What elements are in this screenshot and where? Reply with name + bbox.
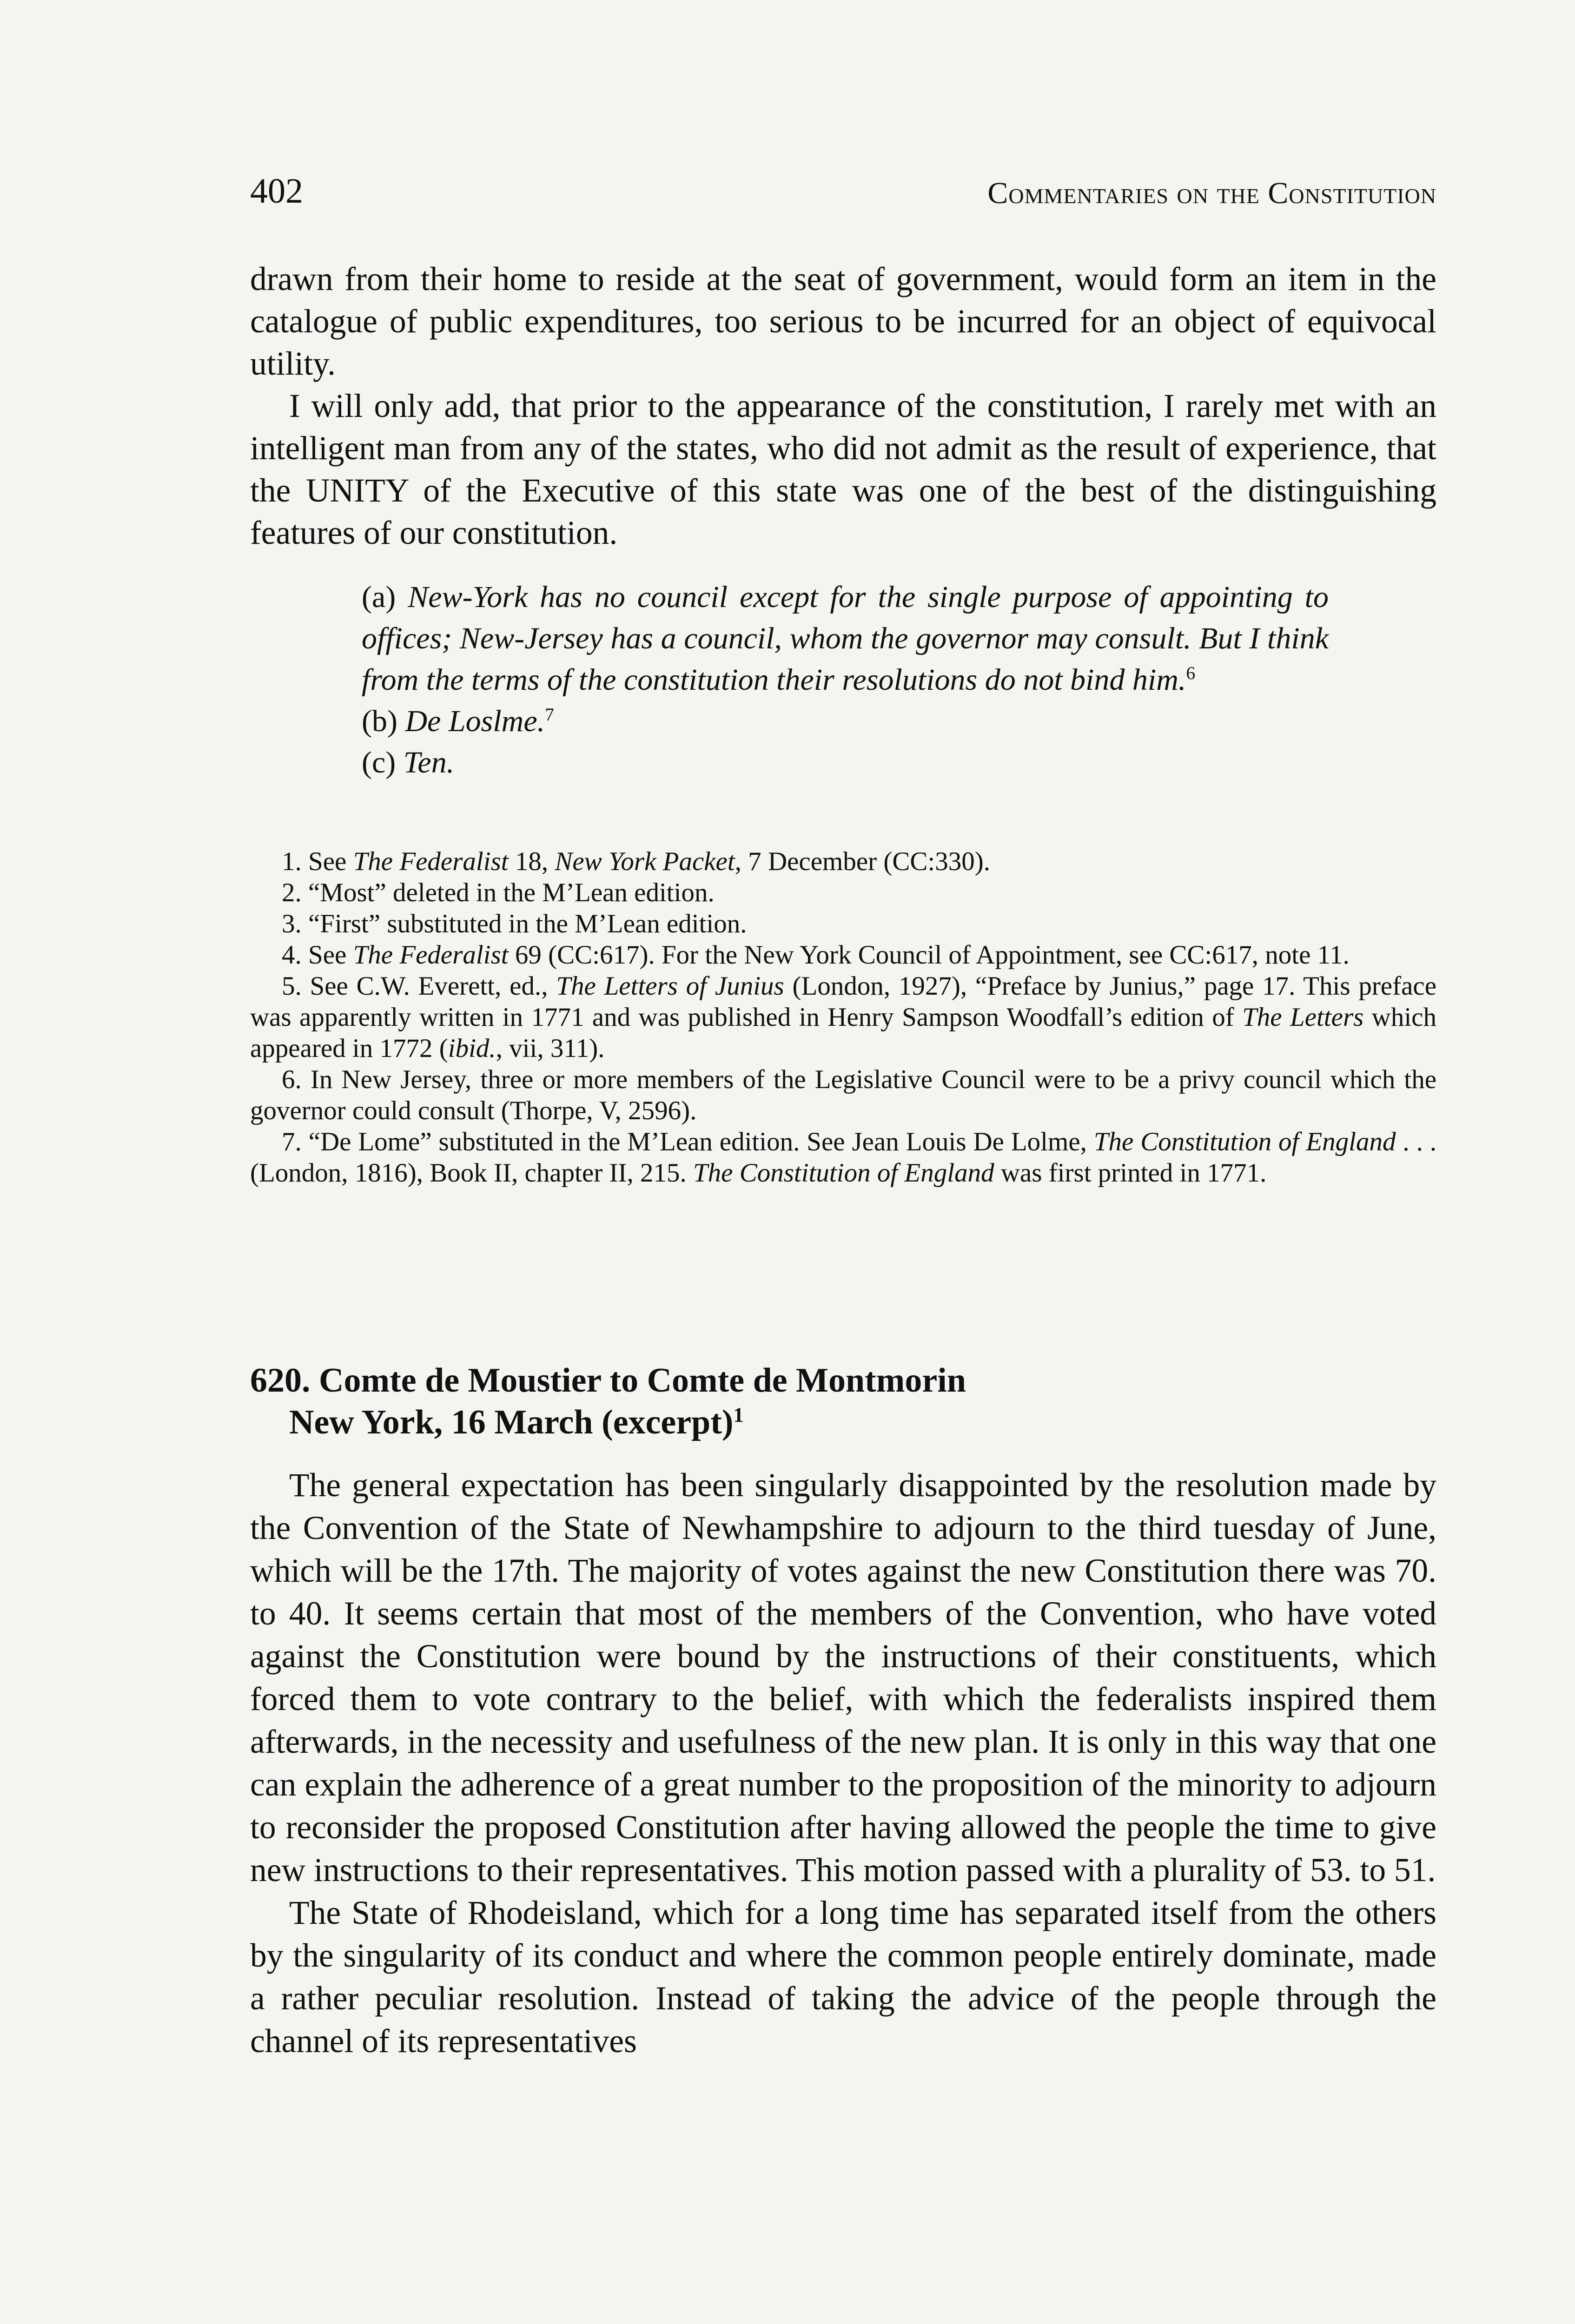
footnote-title: New York Packet (555, 847, 735, 876)
footnote-text: , vii, 311). (496, 1034, 605, 1063)
footnote-5 (250, 971, 1436, 1064)
footnote-title: The Constitution of England (1093, 1127, 1396, 1156)
document-paragraph-2: The State of Rhodeisland, which for a long time has separated itself from the others by the singularity of its conduct and where the common people entirely dominate, made a rather peculiar resolution. Instead of taking the advice of the people through the channel of its representatives (250, 1895, 1436, 2060)
footnote-text: . . . (London, 1816), Book II, chapter II, 215. (250, 1127, 1437, 1188)
footnote-ibid: ibid. (448, 1034, 496, 1063)
footnote-ref: 1 (733, 1403, 744, 1426)
document-paragraph-1: The general expectation has been singularly disappointed by the resolution made by the Convention of the State of Newhampshire to adjourn to the third tuesday of June, which will be the 17th. The majority of votes against the new Constitution there was 70. to 40. It seems certain that most of the members of the Convention, who have voted against the Constitution were bound by the instructions of their constituents, which forced them to vote contrary to the belief, with which the federalists inspired them afterwards, in the necessity and usefulness of the new plan. It is only in this way that one can explain the adherence of a great number to the proposition of the minority to adjourn to reconsider the proposed Constitution after having allowed the people the time to give new instructions to their representatives. This motion passed with a plurality of 53. to 51. (250, 1467, 1436, 1888)
footnote-title: The Letters (1242, 1003, 1364, 1032)
footnote-text: 5. See C.W. Everett, ed., (282, 971, 556, 1001)
footnote-ref: 6 (1186, 663, 1196, 683)
footnote-title: The Letters of Junius (556, 971, 784, 1001)
footnote-text: 1. See (282, 847, 353, 876)
page-header (250, 171, 1436, 222)
continuation-paragraph-2: I will only add, that prior to the appearance of the constitution, I rarely met with an intelligent man from any of the states, who did not admit as the result of experience, that the UNITY of the Executive of this state was one of the best of the distinguishing features of our constitution. (250, 388, 1436, 551)
footnote-text: 69 (CC:617). For the New York Council of Appointment, see CC:617, note 11. (508, 940, 1350, 970)
footnote-text: 4. See (282, 940, 353, 970)
editorial-footnotes (250, 846, 1436, 1188)
footnote-text: was first printed in 1771. (994, 1158, 1267, 1188)
author-note-a (362, 576, 1329, 700)
document-title: 620. Comte de Moustier to Comte de Montmorin (250, 1361, 966, 1400)
note-label: (c) (362, 746, 396, 779)
footnote-3: 3. “First” substituted in the M’Lean edition. (282, 909, 747, 938)
footnote-1 (250, 846, 1436, 877)
footnote-ref: 7 (545, 704, 554, 725)
note-text: New-York has no council except for the single purpose of appointing to offices; New-Jersey has a council, whom the governor may consult. But I think from the terms of the constitution their resolutions do not bind him. (362, 580, 1329, 697)
footnote-text: (London, 1927), “Preface by Junius,” page 17. This preface was apparently written in 1771 and was published in Henry Sampson Woodfall’s edition of (250, 971, 1436, 1032)
footnote-title: The Constitution of England (693, 1158, 994, 1188)
running-head: Commentaries on the Constitution (987, 176, 1436, 210)
footnote-title: The Federalist (353, 940, 509, 970)
note-text: Ten. (403, 746, 455, 779)
note-text: De Loslme. (405, 704, 545, 738)
note-label: (b) (362, 704, 397, 738)
author-note-b (362, 700, 1329, 742)
footnote-text: , 7 December (CC:330). (735, 847, 990, 876)
document-dateline: New York, 16 March (excerpt) (289, 1403, 734, 1441)
author-note-c (362, 742, 1329, 783)
footnote-7 (250, 1126, 1436, 1188)
footnote-text: 18, (508, 847, 555, 876)
note-label: (a) (362, 580, 396, 614)
continuation-paragraph-1: drawn from their home to reside at the seat of government, would form an item in the catalogue of public expenditures, too serious to be incurred for an object of equivocal utility. (250, 261, 1436, 382)
document-body (250, 1464, 1436, 2063)
continuation-text (250, 258, 1436, 554)
author-notes (362, 576, 1329, 783)
footnote-6: 6. In New Jersey, three or more members of the Legislative Council were to be a privy council which the governor could consult (Thorpe, V, 2596). (250, 1065, 1436, 1125)
footnote-4 (250, 939, 1436, 971)
footnote-title: The Federalist (353, 847, 509, 876)
footnote-2: 2. “Most” deleted in the M’Lean edition. (282, 878, 715, 907)
footnote-text: which appeared in 1772 ( (250, 1003, 1436, 1063)
footnote-text: 7. “De Lome” substituted in the M’Lean edition. See Jean Louis De Lolme, (282, 1127, 1094, 1156)
document-heading (250, 1360, 1436, 1443)
page-number: 402 (250, 172, 303, 211)
document-subtitle (250, 1401, 1436, 1443)
